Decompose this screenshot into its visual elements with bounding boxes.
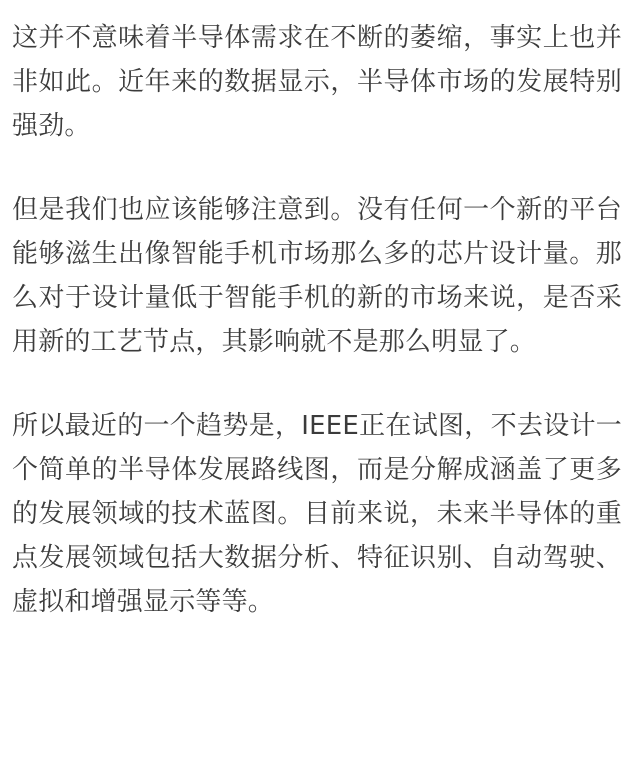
paragraph: 这并不意味着半导体需求在不断的萎缩，事实上也并非如此。近年来的数据显示，半导体市场的发展特别强劲。 [12,23,622,141]
paragraph: 但是我们也应该能够注意到。没有任何一个新的平台能够滋生出像智能手机市场那么多的芯片设计量。那么对于设计量低于智能手机的新的市场来说，是否采用新的工艺节点，其影响就不是那么明显了。 [12,195,622,357]
paragraph: 所以最近的一个趋势是，IEEE正在试图，不去设计一个简单的半导体发展路线图，而是分解成涵盖了更多的发展领域的技术蓝图。目前来说，未来半导体的重点发展领域包括大数据分析、特征识别、自动驾驶、虚拟和增强显示等等。 [12,411,622,617]
